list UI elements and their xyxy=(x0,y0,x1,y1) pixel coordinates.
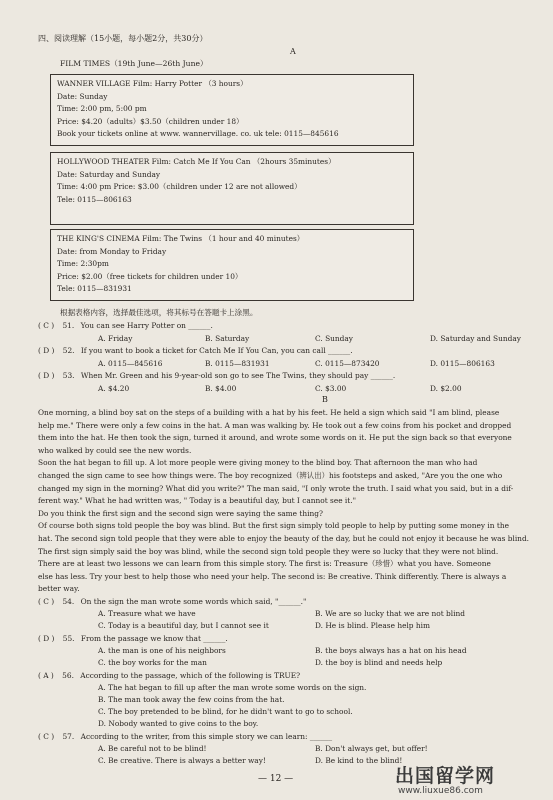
option-c: C. The boy pretended to be blind, for he didn't want to go to school. xyxy=(98,707,353,716)
answer-mark: ( D ) xyxy=(38,634,55,643)
box-line: Time: 2:00 pm, 5:00 pm xyxy=(57,104,147,114)
option-c: C. Sunday xyxy=(315,334,353,343)
passage-b-text xyxy=(38,407,546,596)
box-line: Date: Saturday and Sunday xyxy=(57,169,161,179)
option-a: A. Friday xyxy=(98,334,133,343)
answer-mark: ( D ) xyxy=(38,371,55,380)
option-a: A. the man is one of his neighbors xyxy=(98,646,226,655)
box-line: WANNER VILLAGE Film: Harry Potter （3 hours） xyxy=(57,79,248,88)
question-stem: On the sign the man wrote some words which said, "______." xyxy=(80,597,307,606)
passage-line: hat. The second sign told people that they were able to enjoy the beauty of the day, but he could not enjoy it because he was blind. xyxy=(38,533,530,543)
question-number: 53. xyxy=(62,371,75,380)
page-number: — 12 — xyxy=(258,774,294,784)
box-line: Price: $4.20（adults）$3.50（children under 18） xyxy=(57,116,244,126)
answer-mark: ( C ) xyxy=(38,321,55,330)
instruction: 根据表格内容，选择最佳选项，将其标号在答题卡上涂黑。 xyxy=(60,308,258,317)
passage-b-label: B xyxy=(322,395,328,404)
box-line: THE KING'S CINEMA Film: The Twins （1 hour and 40 minutes） xyxy=(57,234,305,243)
passage-line: Soon the hat began to fill up. A lot more people were giving money to the blind boy. That afternoon the man who had xyxy=(38,458,478,468)
option-d: D. $2.00 xyxy=(430,384,462,393)
passage-line: Do you think the first sign and the second sign were saying the same thing? xyxy=(38,508,323,518)
box-line: HOLLYWOOD THEATER Film: Catch Me If You Can （2hours 35minutes） xyxy=(57,157,336,166)
passage-line: else has less. Try your best to help those who need your help. The second is: Be creative. Think differently. There is always a xyxy=(38,571,507,581)
option-b: B. We are so lucky that we are not blind xyxy=(315,609,466,618)
passage-line: better way. xyxy=(38,584,80,594)
passage-line: who walked by could see the new words. xyxy=(38,445,192,455)
box-line: Time: 4:00 pm Price: $3.00（children under 12 are not allowed） xyxy=(57,182,302,192)
passage-line: changed the sign came to see how things were. The boy recognized（辨认出）his footsteps and asked, "Are you the one who xyxy=(38,470,503,480)
option-a: A. Be careful not to be blind! xyxy=(98,744,207,753)
option-c: C. $3.00 xyxy=(315,384,347,393)
question-stem: When Mr. Green and his 9-year-old son go to see The Twins, they should pay ______. xyxy=(80,371,396,380)
option-a: A. 0115—845616 xyxy=(98,359,163,368)
passage-line: The first sign simply said the boy was blind, while the second sign told people they were so lucky that they were not blind. xyxy=(38,546,499,556)
box-line: Date: from Monday to Friday xyxy=(57,246,167,256)
passage-line: help me." There were only a few coins in the hat. A man was walking by. He took out a few coins from his pocket and dropped xyxy=(38,420,512,430)
option-a: A. $4.20 xyxy=(98,384,130,393)
film-box-wanner-village xyxy=(50,74,414,146)
option-d: D. Be kind to the blind! xyxy=(315,756,403,765)
question-55 xyxy=(38,634,228,643)
question-51 xyxy=(38,321,213,330)
question-54 xyxy=(38,597,306,606)
watermark-url: www.liuxue86.com xyxy=(398,786,483,796)
passage-a-label: A xyxy=(290,47,296,56)
box-line: Book your tickets online at www. wannervillage. co. uk tele: 0115—845616 xyxy=(57,129,339,139)
passage-line: them into the hat. He then took the sign, turned it around, and wrote some words on it. He put the sign back so that everyone xyxy=(38,433,512,443)
option-c: C. the boy works for the man xyxy=(98,658,207,667)
passage-line: One morning, a blind boy sat on the steps of a building with a hat by his feet. He held a sign which said "I am blind, please xyxy=(38,408,500,417)
option-b: B. Saturday xyxy=(205,334,250,343)
option-c: C. Today is a beautiful day, but I cannot see it xyxy=(98,621,269,630)
option-b: B. the boys always has a hat on his head xyxy=(315,646,467,655)
option-b: B. $4.00 xyxy=(205,384,237,393)
question-number: 52. xyxy=(62,346,75,355)
question-stem: From the passage we know that ______. xyxy=(80,634,228,643)
answer-mark: ( A ) xyxy=(38,671,54,680)
question-number: 51. xyxy=(62,321,75,330)
passage-line: ferent way." What he had written was, " Today is a beautiful day, but I cannot see it." xyxy=(38,496,356,506)
option-b: B. The man took away the few coins from the hat. xyxy=(98,695,285,704)
option-d: D. Nobody wanted to give coins to the boy. xyxy=(98,719,259,728)
question-number: 55. xyxy=(62,634,75,643)
option-b: B. Don't always get, but offer! xyxy=(315,744,428,753)
answer-mark: ( C ) xyxy=(38,732,55,741)
question-56 xyxy=(38,671,300,680)
passage-line: changed my sign in the morning? What did you write?" The man said, "I only wrote the truth. I said what you said, but in a dif- xyxy=(38,483,514,493)
option-d: D. the boy is blind and needs help xyxy=(315,658,443,667)
option-b: B. 0115—831931 xyxy=(205,359,270,368)
section-title: 四、阅读理解（15小题，每小题2分，共30分） xyxy=(38,34,208,43)
box-line: Time: 2:30pm xyxy=(57,259,109,269)
option-a: A. The hat began to fill up after the man wrote some words on the sign. xyxy=(98,683,367,692)
box-line: Tele: 0115—831931 xyxy=(57,284,132,294)
question-stem: According to the writer, from this simple story we can learn: ______ xyxy=(80,732,333,741)
question-number: 54. xyxy=(62,597,75,606)
option-d: D. Saturday and Sunday xyxy=(430,334,521,343)
box-line: Date: Sunday xyxy=(57,91,108,101)
passage-line: Of course both signs told people the boy was blind. But the first sign simply told people to help by putting some money in the xyxy=(38,521,509,531)
question-number: 56. xyxy=(62,671,74,680)
option-c: C. Be creative. There is always a better way! xyxy=(98,756,266,765)
option-c: C. 0115—873420 xyxy=(315,359,380,368)
option-d: D. He is blind. Please help him xyxy=(315,621,431,630)
question-53 xyxy=(38,371,395,380)
answer-mark: ( D ) xyxy=(38,346,55,355)
option-a: A. Treasure what we have xyxy=(98,609,196,618)
question-stem: You can see Harry Potter on ______. xyxy=(80,321,213,330)
film-box-kings-cinema xyxy=(50,229,414,301)
film-times-heading: FILM TIMES（19th June—26th June） xyxy=(60,59,208,68)
box-line: Tele: 0115—806163 xyxy=(57,194,132,204)
question-57 xyxy=(38,732,332,741)
watermark-logo: 出国留学网 xyxy=(395,765,496,787)
answer-mark: ( C ) xyxy=(38,597,55,606)
question-stem: If you want to book a ticket for Catch Me If You Can, you can call ______. xyxy=(80,346,353,355)
question-stem: According to the passage, which of the following is TRUE? xyxy=(80,671,301,680)
film-box-hollywood-theater xyxy=(50,152,414,225)
passage-line: There are at least two lessons we can learn from this simple story. The first is: Treasure（珍惜）what you have. Someone xyxy=(38,559,491,569)
option-d: D. 0115—806163 xyxy=(430,359,495,368)
question-52 xyxy=(38,346,353,355)
question-number: 57. xyxy=(62,732,75,741)
box-line: Price: $2.00（free tickets for children under 10） xyxy=(57,271,243,281)
